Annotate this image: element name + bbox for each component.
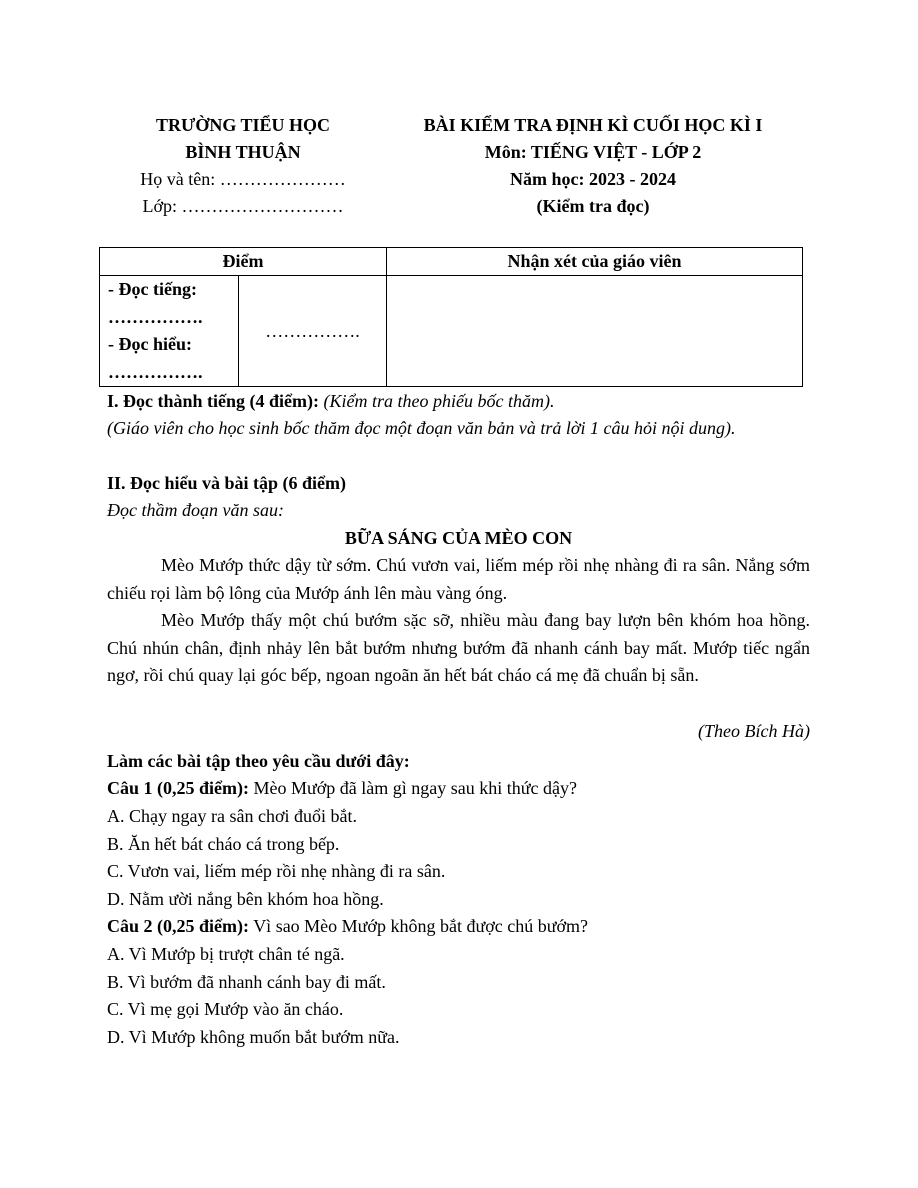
- section1-note: (Kiểm tra theo phiếu bốc thăm).: [323, 391, 555, 411]
- question-1: [107, 775, 810, 803]
- question-1-text: Mèo Mướp đã làm gì ngay sau khi thức dậy?: [253, 778, 577, 798]
- student-name-field[interactable]: Họ và tên: …………………: [140, 169, 346, 189]
- story-paragraph-2: Mèo Mướp thấy một chú bướm sặc sỡ, nhiều màu đang bay lượn bên khóm hoa hồng. Chú nhún chân, định nhảy lên bắt bướm nhưng bướm đã nhanh cánh bay mất. Mướp tiếc ngẩn ngơ, rồi chú quay lại góc bếp, ngoan ngoãn ăn hết bát cháo cá mẹ đã chuẩn bị sẵn.: [107, 610, 810, 685]
- total-score-field[interactable]: …………….: [265, 320, 360, 341]
- exercises-heading: Làm các bài tập theo yêu cầu dưới đây:: [107, 751, 410, 771]
- question-1-label: Câu 1 (0,25 điểm):: [107, 778, 249, 798]
- exam-type: (Kiểm tra đọc): [536, 196, 650, 216]
- section2-instruction: Đọc thầm đoạn văn sau:: [107, 500, 284, 520]
- q2-option-c[interactable]: C. Vì mẹ gọi Mướp vào ăn cháo.: [107, 999, 344, 1019]
- school-name-line1: TRƯỜNG TIỂU HỌC: [155, 115, 331, 135]
- exam-title: BÀI KIỂM TRA ĐỊNH KÌ CUỐI HỌC KÌ I: [423, 115, 763, 135]
- section1-instruction: (Giáo viên cho học sinh bốc thăm đọc một đoạn văn bản và trả lời 1 câu hỏi nội dung).: [107, 418, 736, 438]
- total-score-cell: [239, 276, 387, 387]
- section1-title: I. Đọc thành tiếng (4 điểm):: [107, 391, 319, 411]
- q2-option-d[interactable]: D. Vì Mướp không muốn bắt bướm nữa.: [107, 1027, 400, 1047]
- q1-option-c[interactable]: C. Vươn vai, liếm mép rồi nhẹ nhàng đi ra sân.: [107, 861, 446, 881]
- score-column-header: Điểm: [100, 248, 387, 276]
- question-2-label: Câu 2 (0,25 điểm):: [107, 916, 249, 936]
- story-source: (Theo Bích Hà): [698, 721, 810, 741]
- q2-option-b[interactable]: B. Vì bướm đã nhanh cánh bay đi mất.: [107, 972, 386, 992]
- read-aloud-label: - Đọc tiếng:: [108, 279, 197, 299]
- school-header: [108, 112, 378, 220]
- story-title: BỮA SÁNG CỦA MÈO CON: [344, 528, 573, 548]
- q1-option-a[interactable]: A. Chạy ngay ra sân chơi đuổi bắt.: [107, 806, 357, 826]
- question-2: [107, 913, 810, 941]
- teacher-comment-cell[interactable]: [387, 276, 803, 387]
- read-aloud-score-field[interactable]: …………….: [108, 306, 203, 327]
- exam-year: Năm học: 2023 - 2024: [510, 169, 676, 189]
- comprehension-label: - Đọc hiểu:: [108, 334, 192, 354]
- section2-title: II. Đọc hiểu và bài tập (6 điểm): [107, 473, 347, 493]
- question-2-text: Vì sao Mèo Mướp không bắt được chú bướm?: [253, 916, 588, 936]
- score-table: [99, 247, 803, 387]
- comprehension-score-field[interactable]: …………….: [108, 361, 203, 382]
- section1-heading: [107, 388, 810, 416]
- school-name-line2: BÌNH THUẬN: [185, 142, 301, 162]
- score-breakdown-cell: [100, 276, 239, 387]
- student-class-field[interactable]: Lớp: ………………………: [142, 196, 344, 216]
- exam-header: [388, 112, 798, 220]
- q1-option-b[interactable]: B. Ăn hết bát cháo cá trong bếp.: [107, 834, 340, 854]
- q1-option-d[interactable]: D. Nằm ười nắng bên khóm hoa hồng.: [107, 889, 384, 909]
- story-paragraph-1: Mèo Mướp thức dậy từ sớm. Chú vươn vai, liếm mép rồi nhẹ nhàng đi ra sân. Nắng sớm chiếu rọi làm bộ lông của Mướp ánh lên màu vàng óng.: [107, 555, 810, 603]
- comment-column-header: Nhận xét của giáo viên: [387, 248, 803, 276]
- exam-subject: Môn: TIẾNG VIỆT - LỚP 2: [484, 142, 702, 162]
- q2-option-a[interactable]: A. Vì Mướp bị trượt chân té ngã.: [107, 944, 345, 964]
